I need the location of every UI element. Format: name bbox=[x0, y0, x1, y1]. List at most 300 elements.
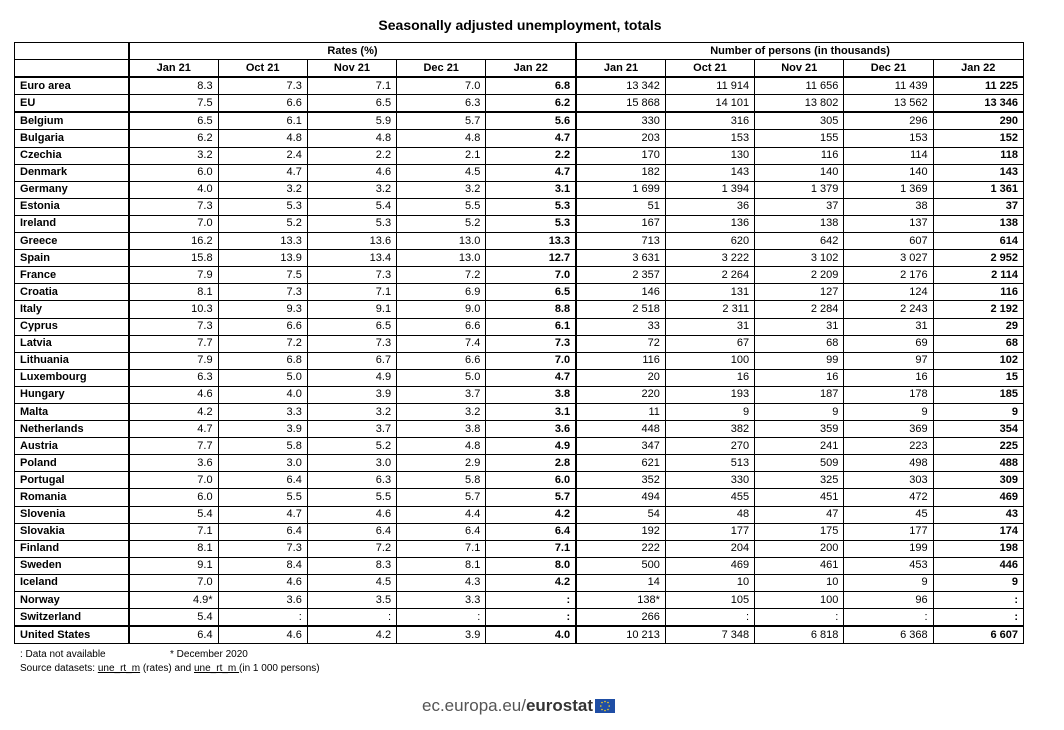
table-row bbox=[15, 233, 1024, 250]
persons-cell: 37 bbox=[933, 198, 1023, 215]
rates-cell: 5.0 bbox=[218, 369, 307, 386]
persons-cell: 47 bbox=[755, 506, 844, 523]
rates-cell: 4.8 bbox=[397, 130, 486, 147]
persons-cell: 20 bbox=[576, 369, 665, 386]
rates-cell: 6.4 bbox=[129, 626, 218, 644]
rates-cell: 7.4 bbox=[397, 335, 486, 352]
persons-text: (in 1 000 persons) bbox=[239, 663, 320, 674]
persons-cell: 13 346 bbox=[933, 95, 1023, 113]
persons-cell: 305 bbox=[755, 112, 844, 130]
persons-cell: 33 bbox=[576, 318, 665, 335]
rates-cell: 13.0 bbox=[397, 250, 486, 267]
persons-cell: 69 bbox=[844, 335, 933, 352]
persons-cell: 607 bbox=[844, 233, 933, 250]
rates-cell: 7.0 bbox=[129, 215, 218, 232]
rates-cell: 5.5 bbox=[218, 489, 307, 506]
persons-cell: 2 284 bbox=[755, 301, 844, 318]
persons-cell: 200 bbox=[755, 540, 844, 557]
rates-cell: 5.6 bbox=[486, 112, 576, 130]
rates-cell: 4.2 bbox=[486, 506, 576, 523]
table-row bbox=[15, 198, 1024, 215]
persons-cell: 488 bbox=[933, 455, 1023, 472]
rates-text: (rates) and bbox=[140, 663, 194, 674]
rates-cell: 4.8 bbox=[397, 438, 486, 455]
table-row bbox=[15, 489, 1024, 506]
persons-cell: 2 192 bbox=[933, 301, 1023, 318]
persons-cell: 9 bbox=[844, 403, 933, 420]
persons-cell: 43 bbox=[933, 506, 1023, 523]
source-prefix: Source datasets: bbox=[20, 663, 98, 674]
persons-cell: 498 bbox=[844, 455, 933, 472]
persons-cell: 54 bbox=[576, 506, 665, 523]
rates-cell: 5.2 bbox=[307, 438, 396, 455]
col-header-persons-nov21: Nov 21 bbox=[755, 60, 844, 78]
rates-cell: 4.8 bbox=[218, 130, 307, 147]
persons-cell: 203 bbox=[576, 130, 665, 147]
country-cell: Czechia bbox=[15, 147, 129, 164]
persons-cell: 116 bbox=[755, 147, 844, 164]
table-row bbox=[15, 574, 1024, 591]
rates-cell: 7.0 bbox=[397, 77, 486, 95]
logo-brand: eurostat bbox=[525, 696, 594, 715]
persons-cell: 170 bbox=[576, 147, 665, 164]
rates-cell: 5.7 bbox=[397, 112, 486, 130]
persons-cell: 153 bbox=[665, 130, 754, 147]
rates-cell: 7.3 bbox=[307, 267, 396, 284]
rates-cell: 6.4 bbox=[486, 523, 576, 540]
persons-cell: 472 bbox=[844, 489, 933, 506]
persons-cell: 469 bbox=[665, 557, 754, 574]
rates-cell: 6.3 bbox=[397, 95, 486, 113]
table-title: Seasonally adjusted unemployment, totals bbox=[378, 17, 662, 33]
rates-cell: 7.7 bbox=[129, 335, 218, 352]
rates-cell: 5.7 bbox=[486, 489, 576, 506]
rates-cell: 4.8 bbox=[307, 130, 396, 147]
col-header-persons-oct21: Oct 21 bbox=[665, 60, 754, 78]
rates-cell: 6.2 bbox=[129, 130, 218, 147]
rates-cell: 6.5 bbox=[307, 95, 396, 113]
persons-cell: 13 802 bbox=[755, 95, 844, 113]
rates-cell: 3.5 bbox=[307, 592, 396, 609]
rates-cell: 2.9 bbox=[397, 455, 486, 472]
persons-cell: 175 bbox=[755, 523, 844, 540]
country-cell: Lithuania bbox=[15, 352, 129, 369]
rates-cell: 5.4 bbox=[307, 198, 396, 215]
rates-cell: 2.1 bbox=[397, 147, 486, 164]
country-cell: Latvia bbox=[15, 335, 129, 352]
rates-cell: 7.0 bbox=[129, 574, 218, 591]
country-cell: United States bbox=[15, 626, 129, 644]
persons-cell: 15 bbox=[933, 369, 1023, 386]
table-row bbox=[15, 147, 1024, 164]
rates-cell: 4.7 bbox=[218, 164, 307, 181]
persons-cell: 1 369 bbox=[844, 181, 933, 198]
rates-cell: 5.9 bbox=[307, 112, 396, 130]
col-header-persons-jan21: Jan 21 bbox=[576, 60, 665, 78]
country-cell: Switzerland bbox=[15, 609, 129, 627]
rates-cell: 2.8 bbox=[486, 455, 576, 472]
persons-cell: 455 bbox=[665, 489, 754, 506]
persons-cell: 9 bbox=[755, 403, 844, 420]
persons-cell: : bbox=[933, 592, 1023, 609]
country-cell: Ireland bbox=[15, 215, 129, 232]
persons-cell: 174 bbox=[933, 523, 1023, 540]
rates-cell: 4.7 bbox=[129, 421, 218, 438]
persons-cell: 316 bbox=[665, 112, 754, 130]
rates-cell: 8.3 bbox=[129, 77, 218, 95]
rates-cell: 4.5 bbox=[397, 164, 486, 181]
persons-cell: 2 518 bbox=[576, 301, 665, 318]
rates-cell: : bbox=[397, 609, 486, 627]
persons-cell: 354 bbox=[933, 421, 1023, 438]
rates-cell: 7.9 bbox=[129, 352, 218, 369]
persons-cell: 7 348 bbox=[665, 626, 754, 644]
country-cell: France bbox=[15, 267, 129, 284]
persons-group-header: Number of persons (in thousands) bbox=[576, 43, 1023, 60]
rates-cell: 6.4 bbox=[218, 523, 307, 540]
persons-cell: 11 225 bbox=[933, 77, 1023, 95]
country-cell: Romania bbox=[15, 489, 129, 506]
table-row bbox=[15, 267, 1024, 284]
rates-cell: 4.5 bbox=[307, 574, 396, 591]
rates-cell: 13.6 bbox=[307, 233, 396, 250]
rates-cell: 5.3 bbox=[486, 215, 576, 232]
table-row bbox=[15, 506, 1024, 523]
rates-cell: 8.4 bbox=[218, 557, 307, 574]
persons-cell: 13 562 bbox=[844, 95, 933, 113]
rates-cell: 7.0 bbox=[129, 472, 218, 489]
persons-cell: 309 bbox=[933, 472, 1023, 489]
rates-cell: 13.9 bbox=[218, 250, 307, 267]
country-cell: Greece bbox=[15, 233, 129, 250]
rates-dataset-link[interactable]: une_rt_m bbox=[97, 663, 141, 674]
rates-cell: 3.9 bbox=[397, 626, 486, 644]
rates-cell: 6.6 bbox=[218, 318, 307, 335]
rates-cell: 6.0 bbox=[486, 472, 576, 489]
persons-cell: 96 bbox=[844, 592, 933, 609]
persons-cell: 16 bbox=[755, 369, 844, 386]
eurostat-logo[interactable] bbox=[422, 696, 615, 716]
persons-cell: 494 bbox=[576, 489, 665, 506]
country-cell: Slovenia bbox=[15, 506, 129, 523]
persons-cell: 513 bbox=[665, 455, 754, 472]
column-header-row bbox=[15, 60, 1024, 78]
rates-cell: 8.3 bbox=[307, 557, 396, 574]
table-row bbox=[15, 130, 1024, 147]
rates-cell: 9.3 bbox=[218, 301, 307, 318]
persons-cell: 136 bbox=[665, 215, 754, 232]
rates-cell: 3.6 bbox=[129, 455, 218, 472]
rates-cell: 15.8 bbox=[129, 250, 218, 267]
persons-cell: 10 bbox=[755, 574, 844, 591]
rates-cell: 7.3 bbox=[307, 335, 396, 352]
table-row bbox=[15, 318, 1024, 335]
rates-cell: 4.6 bbox=[307, 164, 396, 181]
table-row bbox=[15, 95, 1024, 113]
persons-cell: 509 bbox=[755, 455, 844, 472]
rates-cell: 12.7 bbox=[486, 250, 576, 267]
eu-flag-icon bbox=[595, 699, 615, 713]
table-body bbox=[15, 77, 1024, 644]
persons-cell: 143 bbox=[933, 164, 1023, 181]
rates-cell: 4.2 bbox=[307, 626, 396, 644]
table-row bbox=[15, 557, 1024, 574]
persons-cell: 97 bbox=[844, 352, 933, 369]
rates-cell: 5.5 bbox=[307, 489, 396, 506]
persons-cell: 124 bbox=[844, 284, 933, 301]
persons-cell: 2 952 bbox=[933, 250, 1023, 267]
persons-cell: 382 bbox=[665, 421, 754, 438]
country-cell: Belgium bbox=[15, 112, 129, 130]
persons-cell: : bbox=[844, 609, 933, 627]
rates-cell: 4.2 bbox=[129, 403, 218, 420]
country-cell: Italy bbox=[15, 301, 129, 318]
rates-cell: 6.3 bbox=[129, 369, 218, 386]
rates-cell: 5.7 bbox=[397, 489, 486, 506]
persons-cell: 713 bbox=[576, 233, 665, 250]
rates-cell: 6.5 bbox=[129, 112, 218, 130]
rates-cell: 3.9 bbox=[307, 386, 396, 403]
rates-cell: 6.3 bbox=[307, 472, 396, 489]
col-header-rates-jan21: Jan 21 bbox=[129, 60, 218, 78]
persons-cell: 2 114 bbox=[933, 267, 1023, 284]
note-december: * December 2020 bbox=[170, 649, 248, 660]
rates-cell: 3.2 bbox=[129, 147, 218, 164]
persons-cell: 116 bbox=[576, 352, 665, 369]
country-cell: Norway bbox=[15, 592, 129, 609]
country-cell: Finland bbox=[15, 540, 129, 557]
col-header-rates-dec21: Dec 21 bbox=[397, 60, 486, 78]
rates-cell: 5.3 bbox=[486, 198, 576, 215]
table-row bbox=[15, 403, 1024, 420]
persons-cell: 105 bbox=[665, 592, 754, 609]
rates-cell: 13.0 bbox=[397, 233, 486, 250]
rates-cell: 6.0 bbox=[129, 489, 218, 506]
persons-cell: 223 bbox=[844, 438, 933, 455]
rates-cell: 7.3 bbox=[218, 540, 307, 557]
rates-cell: 3.0 bbox=[307, 455, 396, 472]
persons-cell: : bbox=[755, 609, 844, 627]
unemployment-table bbox=[14, 42, 1024, 644]
persons-cell: 67 bbox=[665, 335, 754, 352]
rates-cell: 6.2 bbox=[486, 95, 576, 113]
rates-cell: 8.0 bbox=[486, 557, 576, 574]
persons-cell: 140 bbox=[755, 164, 844, 181]
rates-cell: 4.9 bbox=[307, 369, 396, 386]
note-not-available: : Data not available bbox=[20, 649, 106, 660]
rates-cell: 7.2 bbox=[307, 540, 396, 557]
rates-cell: 5.5 bbox=[397, 198, 486, 215]
persons-cell: 3 222 bbox=[665, 250, 754, 267]
rates-cell: 7.3 bbox=[218, 77, 307, 95]
rates-cell: 6.4 bbox=[307, 523, 396, 540]
persons-cell: 29 bbox=[933, 318, 1023, 335]
persons-cell: 146 bbox=[576, 284, 665, 301]
country-cell: Austria bbox=[15, 438, 129, 455]
rates-cell: 2.4 bbox=[218, 147, 307, 164]
persons-cell: 38 bbox=[844, 198, 933, 215]
rates-cell: 5.2 bbox=[397, 215, 486, 232]
persons-cell: 1 394 bbox=[665, 181, 754, 198]
rates-cell: 7.5 bbox=[129, 95, 218, 113]
persons-cell: 118 bbox=[933, 147, 1023, 164]
persons-cell: 1 699 bbox=[576, 181, 665, 198]
rates-cell: 4.9* bbox=[129, 592, 218, 609]
table-row bbox=[15, 369, 1024, 386]
table-row bbox=[15, 386, 1024, 403]
rates-cell: : bbox=[307, 609, 396, 627]
rates-cell: 3.2 bbox=[397, 403, 486, 420]
persons-cell: 31 bbox=[665, 318, 754, 335]
persons-cell: 51 bbox=[576, 198, 665, 215]
persons-cell: 72 bbox=[576, 335, 665, 352]
persons-cell: 11 bbox=[576, 403, 665, 420]
persons-cell: 11 914 bbox=[665, 77, 754, 95]
persons-cell: 100 bbox=[755, 592, 844, 609]
footnotes bbox=[20, 648, 320, 676]
rates-cell: 4.0 bbox=[129, 181, 218, 198]
table-row bbox=[15, 592, 1024, 609]
rates-group-header: Rates (%) bbox=[129, 43, 576, 60]
rates-cell: 4.7 bbox=[486, 164, 576, 181]
persons-cell: 469 bbox=[933, 489, 1023, 506]
rates-cell: 7.1 bbox=[307, 77, 396, 95]
rates-cell: 6.5 bbox=[307, 318, 396, 335]
country-cell: Bulgaria bbox=[15, 130, 129, 147]
table-row bbox=[15, 523, 1024, 540]
persons-cell: 451 bbox=[755, 489, 844, 506]
country-cell: Iceland bbox=[15, 574, 129, 591]
table-row bbox=[15, 335, 1024, 352]
persons-cell: 15 868 bbox=[576, 95, 665, 113]
rates-cell: 7.1 bbox=[397, 540, 486, 557]
rates-cell: 8.1 bbox=[397, 557, 486, 574]
rates-cell: 7.3 bbox=[129, 318, 218, 335]
persons-cell: 453 bbox=[844, 557, 933, 574]
persons-cell: 68 bbox=[755, 335, 844, 352]
rates-cell: 5.4 bbox=[129, 506, 218, 523]
persons-cell: 296 bbox=[844, 112, 933, 130]
persons-cell: 37 bbox=[755, 198, 844, 215]
persons-cell: 138 bbox=[755, 215, 844, 232]
persons-cell: 2 176 bbox=[844, 267, 933, 284]
persons-cell: 11 656 bbox=[755, 77, 844, 95]
rates-cell: 4.6 bbox=[218, 574, 307, 591]
rates-cell: 16.2 bbox=[129, 233, 218, 250]
col-header-persons-dec21: Dec 21 bbox=[844, 60, 933, 78]
table-row bbox=[15, 540, 1024, 557]
rates-cell: 3.0 bbox=[218, 455, 307, 472]
persons-cell: 303 bbox=[844, 472, 933, 489]
persons-cell: : bbox=[933, 609, 1023, 627]
rates-cell: 4.7 bbox=[486, 130, 576, 147]
persons-cell: 14 101 bbox=[665, 95, 754, 113]
rates-cell: 6.4 bbox=[397, 523, 486, 540]
rates-cell: 7.1 bbox=[307, 284, 396, 301]
persons-cell: 614 bbox=[933, 233, 1023, 250]
persons-cell: 359 bbox=[755, 421, 844, 438]
corner-cell-2 bbox=[15, 60, 129, 78]
rates-cell: 6.8 bbox=[486, 77, 576, 95]
rates-cell: : bbox=[486, 592, 576, 609]
persons-cell: 127 bbox=[755, 284, 844, 301]
source-line bbox=[20, 662, 320, 676]
persons-cell: 621 bbox=[576, 455, 665, 472]
country-cell: Poland bbox=[15, 455, 129, 472]
persons-cell: 177 bbox=[665, 523, 754, 540]
rates-cell: 7.2 bbox=[218, 335, 307, 352]
rates-cell: 5.4 bbox=[129, 609, 218, 627]
rates-cell: 7.3 bbox=[129, 198, 218, 215]
persons-cell: 448 bbox=[576, 421, 665, 438]
rates-cell: 3.1 bbox=[486, 181, 576, 198]
persons-cell: 114 bbox=[844, 147, 933, 164]
persons-cell: 2 209 bbox=[755, 267, 844, 284]
rates-cell: 3.8 bbox=[397, 421, 486, 438]
persons-cell: 325 bbox=[755, 472, 844, 489]
persons-cell: 330 bbox=[576, 112, 665, 130]
table-row bbox=[15, 626, 1024, 644]
group-header-row bbox=[15, 43, 1024, 60]
persons-cell: 187 bbox=[755, 386, 844, 403]
persons-dataset-link[interactable]: une_rt_m bbox=[194, 663, 240, 674]
persons-cell: 45 bbox=[844, 506, 933, 523]
rates-cell: 7.5 bbox=[218, 267, 307, 284]
table-row bbox=[15, 352, 1024, 369]
persons-cell: 369 bbox=[844, 421, 933, 438]
col-header-rates-jan22: Jan 22 bbox=[486, 60, 576, 78]
rates-cell: 3.6 bbox=[218, 592, 307, 609]
country-cell: Estonia bbox=[15, 198, 129, 215]
country-cell: Hungary bbox=[15, 386, 129, 403]
rates-cell: 3.9 bbox=[218, 421, 307, 438]
persons-cell: 155 bbox=[755, 130, 844, 147]
rates-cell: 4.3 bbox=[397, 574, 486, 591]
persons-cell: 152 bbox=[933, 130, 1023, 147]
persons-cell: 14 bbox=[576, 574, 665, 591]
persons-cell: 446 bbox=[933, 557, 1023, 574]
persons-cell: 100 bbox=[665, 352, 754, 369]
country-cell: Malta bbox=[15, 403, 129, 420]
rates-cell: 6.6 bbox=[218, 95, 307, 113]
persons-cell: 137 bbox=[844, 215, 933, 232]
rates-cell: 3.3 bbox=[397, 592, 486, 609]
table-row bbox=[15, 609, 1024, 627]
rates-cell: 3.3 bbox=[218, 403, 307, 420]
rates-cell: 8.1 bbox=[129, 284, 218, 301]
logo-domain: ec.europa.eu/ bbox=[422, 696, 526, 715]
rates-cell: 6.7 bbox=[307, 352, 396, 369]
col-header-persons-jan22: Jan 22 bbox=[933, 60, 1023, 78]
persons-cell: 167 bbox=[576, 215, 665, 232]
rates-cell: 2.2 bbox=[307, 147, 396, 164]
rates-cell: : bbox=[218, 609, 307, 627]
persons-cell: 153 bbox=[844, 130, 933, 147]
country-cell: Luxembourg bbox=[15, 369, 129, 386]
col-header-rates-nov21: Nov 21 bbox=[307, 60, 396, 78]
persons-cell: 222 bbox=[576, 540, 665, 557]
rates-cell: 3.2 bbox=[397, 181, 486, 198]
persons-cell: 99 bbox=[755, 352, 844, 369]
persons-cell: 10 bbox=[665, 574, 754, 591]
country-cell: Germany bbox=[15, 181, 129, 198]
country-cell: Spain bbox=[15, 250, 129, 267]
persons-cell: 193 bbox=[665, 386, 754, 403]
persons-cell: 500 bbox=[576, 557, 665, 574]
rates-cell: 4.6 bbox=[129, 386, 218, 403]
rates-cell: 5.2 bbox=[218, 215, 307, 232]
rates-cell: 6.8 bbox=[218, 352, 307, 369]
